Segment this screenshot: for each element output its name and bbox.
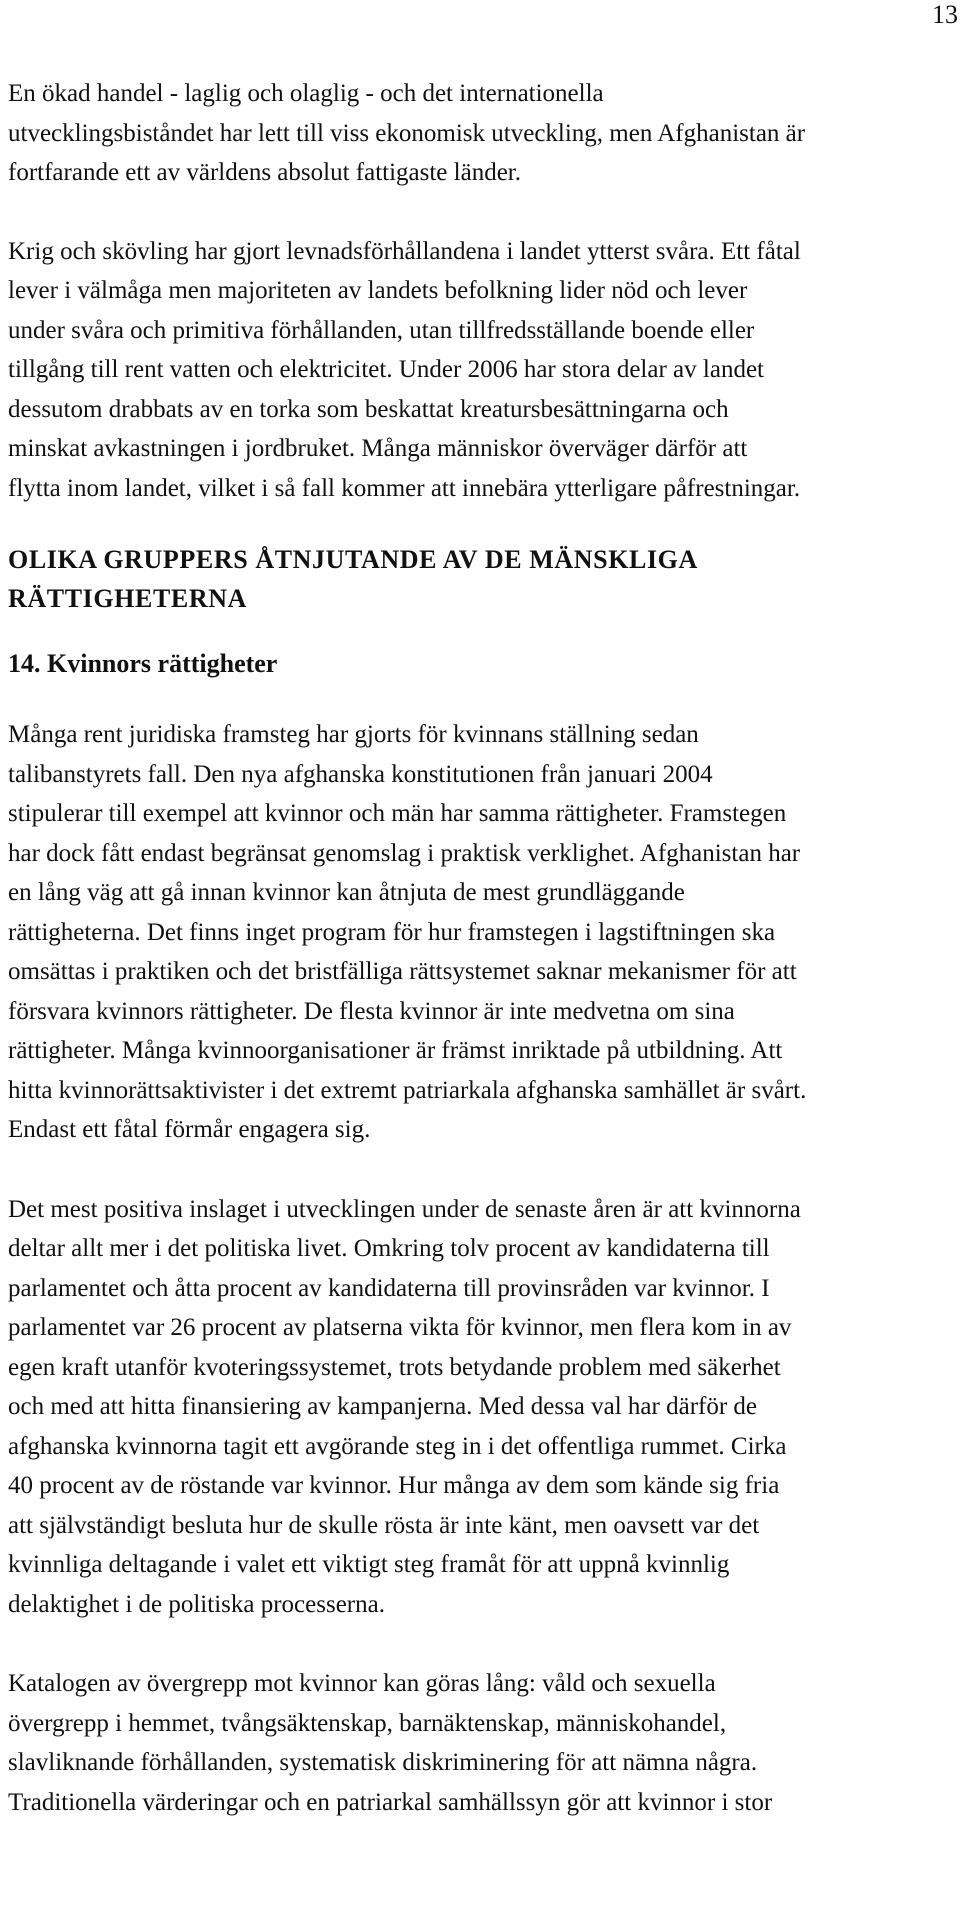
text-line: Krig och skövling har gjort levnadsförhållandena i landet ytterst svåra. Ett fåtal	[8, 237, 801, 265]
text-line: dessutom drabbats av en torka som beskattat kreatursbesättningarna och	[8, 395, 729, 423]
document-body	[8, 74, 956, 1822]
text-line: En ökad handel - laglig och olaglig - och det internationella	[8, 80, 604, 107]
section-spacer	[8, 508, 956, 540]
text-line: rättigheter. Många kvinnoorganisationer är främst inriktade på utbildning. Att	[8, 1037, 783, 1064]
text-line: hitta kvinnorättsaktivister i det extremt patriarkala afghanska samhället är svårt.	[8, 1076, 807, 1104]
text-line: flytta inom landet, vilket i så fall kommer att innebära ytterligare påfrestningar.	[8, 474, 801, 502]
text-line: under svåra och primitiva förhållanden, utan tillfredsställande boende eller	[8, 316, 755, 344]
text-line: kvinnliga deltagande i valet ett viktigt steg framåt för att uppnå kvinnlig	[8, 1551, 730, 1578]
text-line: Katalogen av övergrepp mot kvinnor kan göras lång: våld och sexuella	[8, 1670, 716, 1697]
text-line: har dock fått endast begränsat genomslag i praktisk verklighet. Afghanistan har	[8, 839, 801, 867]
text-line: fortfarande ett av världens absolut fattigaste länder.	[8, 159, 521, 186]
text-line: 40 procent av de röstande var kvinnor. Hur många av dem som kände sig fria	[8, 1472, 780, 1499]
paragraph-spacer	[8, 1624, 956, 1664]
text-line: deltar allt mer i det politiska livet. Omkring tolv procent av kandidaterna till	[8, 1235, 770, 1262]
text-line: Det mest positiva inslaget i utvecklingen under de senaste åren är att kvinnorna	[8, 1195, 801, 1223]
paragraph-abuses	[8, 1664, 956, 1822]
section-heading-line: RÄTTIGHETERNA	[8, 584, 247, 613]
text-line: afghanska kvinnorna tagit ett avgörande steg in i det offentliga rummet. Cirka	[8, 1432, 787, 1460]
paragraph-spacer	[8, 193, 956, 232]
text-line: en lång väg att gå innan kvinnor kan åtnjuta de mest grundläggande	[8, 879, 685, 906]
text-line: omsättas i praktiken och det bristfälliga rättsystemet saknar mekanismer för att	[8, 958, 797, 985]
text-line: rättigheterna. Det finns inget program för hur framstegen i lagstiftningen ska	[8, 918, 776, 946]
text-line: lever i välmåga men majoriteten av landets befolkning lider nöd och lever	[8, 277, 748, 304]
paragraph-spacer	[8, 1150, 956, 1190]
subheading-womens-rights: 14. Kvinnors rättigheter	[8, 649, 278, 678]
text-line: försvara kvinnors rättigheter. De flesta kvinnor är inte medvetna om sina	[8, 997, 735, 1025]
section-heading	[8, 540, 956, 618]
text-line: egen kraft utanför kvoteringssystemet, trots betydande problem med säkerhet	[8, 1353, 781, 1381]
text-line: och med att hitta finansiering av kampanjerna. Med dessa val har därför de	[8, 1393, 758, 1420]
text-line: parlamentet var 26 procent av platserna vikta för kvinnor, men flera kom in av	[8, 1314, 792, 1341]
text-line: att självständigt besluta hur de skulle rösta är inte känt, men oavsett var det	[8, 1511, 760, 1539]
text-line: minskat avkastningen i jordbruket. Många människor överväger därför att	[8, 435, 748, 462]
text-line: stipulerar till exempel att kvinnor och män har samma rättigheter. Framstegen	[8, 800, 787, 827]
text-line: Endast ett fåtal förmår engagera sig.	[8, 1116, 371, 1143]
text-line: Traditionella värderingar och en patriarkal samhällssyn gör att kvinnor i stor	[8, 1788, 773, 1816]
text-line: slavliknande förhållanden, systematisk diskriminering för att nämna några.	[8, 1749, 758, 1776]
paragraph-womens-rights	[8, 715, 956, 1150]
text-line: tillgång till rent vatten och elektricitet. Under 2006 har stora delar av landet	[8, 356, 764, 383]
text-line: parlamentet och åtta procent av kandidaterna till provinsråden var kvinnor. I	[8, 1274, 770, 1302]
text-line: övergrepp i hemmet, tvångsäktenskap, barnäktenskap, människohandel,	[8, 1709, 727, 1737]
text-line: delaktighet i de politiska processerna.	[8, 1590, 385, 1618]
paragraph-political-participation	[8, 1190, 956, 1625]
page-number: 13	[932, 0, 958, 29]
section-spacer	[8, 682, 956, 715]
text-line: utvecklingsbiståndet har lett till viss ekonomisk utveckling, men Afghanistan är	[8, 119, 806, 147]
text-line: Många rent juridiska framsteg har gjorts för kvinnans ställning sedan	[8, 721, 699, 748]
paragraph-economy	[8, 74, 956, 193]
text-line: talibanstyrets fall. Den nya afghanska konstitutionen från januari 2004	[8, 760, 713, 788]
section-heading-line: OLIKA GRUPPERS ÅTNJUTANDE AV DE MÄNSKLIGA	[8, 545, 698, 574]
paragraph-living-conditions	[8, 232, 956, 509]
section-spacer	[8, 618, 956, 646]
